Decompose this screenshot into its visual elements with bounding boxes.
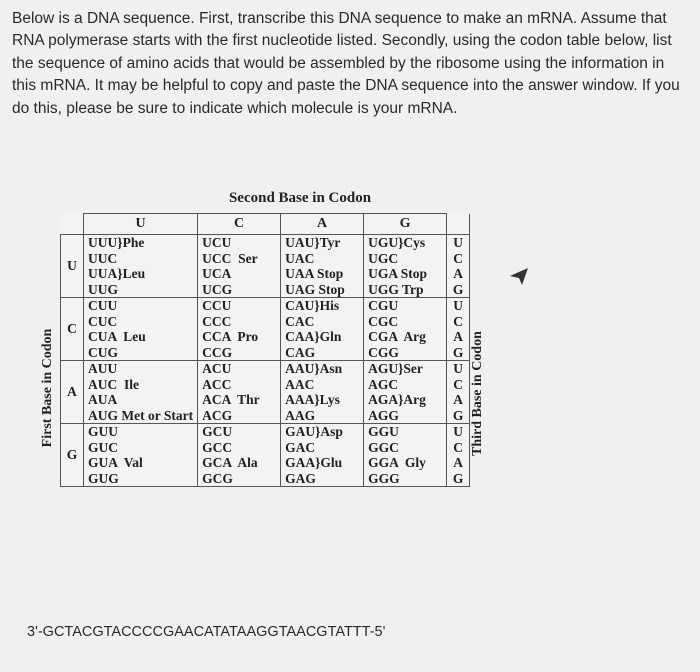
table-row [61, 235, 470, 298]
header-c: C [198, 214, 281, 235]
dna-sequence: 3'-GCTACGTACCCCGAACATATAAGGTAACGTATTT-5' [27, 624, 386, 640]
codon-cell: GUU GUC GUA Val GUG [84, 424, 198, 487]
first-base: G [61, 424, 84, 487]
codon-cell: CUU CUC CUA Leu CUG [84, 298, 198, 361]
third-base: U C A G [447, 361, 470, 424]
codon-cell: AGU}Ser AGC AGA}Arg AGG [364, 361, 447, 424]
header-row [61, 214, 470, 235]
codon-cell: AAU}Asn AAC AAA}Lys AAG [281, 361, 364, 424]
codon-cell: CCU CCC CCA Pro CCG [198, 298, 281, 361]
codon-cell: UAU}Tyr UAC UAA Stop UAG Stop [281, 235, 364, 298]
question-text: Below is a DNA sequence. First, transcribe this DNA sequence to make an mRNA. Assume that RNA polymerase starts with the first nucleotide listed. Secondly, using the codon table below, list the sequence of amino acids that would be assembled by the ribosome using the information in this mRNA. It may be helpful to copy and paste the DNA sequence into the answer window. If you do this, please be sure to indicate which molecule is your mRNA. [12, 10, 680, 117]
third-base: U C A G [447, 298, 470, 361]
codon-cell: UUU}Phe UUC UUA}Leu UUG [84, 235, 198, 298]
codon-cell: GGU GGC GGA Gly GGG [364, 424, 447, 487]
codon-cell: ACU ACC ACA Thr ACG [198, 361, 281, 424]
table-row [61, 361, 470, 424]
first-base: C [61, 298, 84, 361]
table-title: Second Base in Codon [228, 190, 372, 206]
codon-cell: UCU UCC Ser UCA UCG [198, 235, 281, 298]
third-base: U C A G [447, 235, 470, 298]
header-g: G [364, 214, 447, 235]
third-base-label: Third Base in Codon [470, 331, 485, 456]
header-third [447, 214, 470, 235]
codon-cell: GAU}Asp GAC GAA}Glu GAG [281, 424, 364, 487]
first-base: U [61, 235, 84, 298]
table-row [61, 298, 470, 361]
header-a: A [281, 214, 364, 235]
header-u: U [84, 214, 198, 235]
codon-cell: CGU CGC CGA Arg CGG [364, 298, 447, 361]
codon-cell: CAU}His CAC CAA}Gln CAG [281, 298, 364, 361]
first-base: A [61, 361, 84, 424]
first-base-label: First Base in Codon [40, 328, 55, 448]
codon-cell: AUU AUC Ile AUA AUG Met or Start [84, 361, 198, 424]
codon-table [60, 213, 470, 487]
header-corner [61, 214, 84, 235]
third-base: U C A G [447, 424, 470, 487]
codon-cell: GCU GCC GCA Ala GCG [198, 424, 281, 487]
mouse-pointer-icon [508, 265, 530, 287]
table-row [61, 424, 470, 487]
codon-cell: UGU}Cys UGC UGA Stop UGG Trp [364, 235, 447, 298]
